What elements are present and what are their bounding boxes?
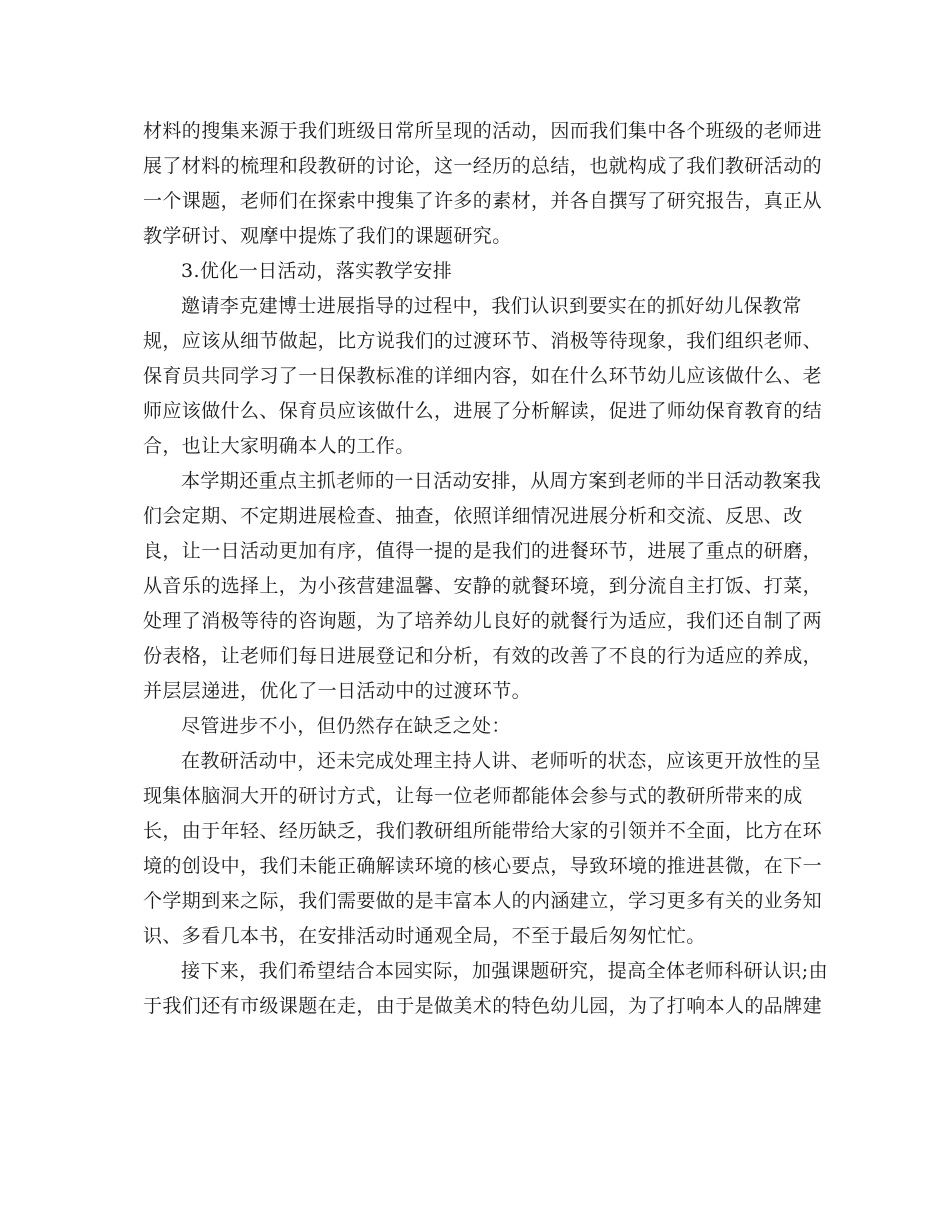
text-line: 3.优化一日活动，落实教学安排: [181, 260, 453, 282]
text-line: 从音乐的选择上，为小孩营建温馨、安静的就餐环境，到分流自主打饭、打菜，: [143, 575, 823, 597]
text-line: 处理了消极等待的咨询题，为了培养幼儿良好的就餐行为适应，我们还自制了两: [143, 610, 823, 632]
text-line: 教学研讨、观摩中提炼了我们的课题研究。: [143, 225, 512, 247]
text-line: 长，由于年轻、经历缺乏，我们教研组所能带给大家的引领并不全面，比方在环: [143, 820, 823, 842]
text-line: 规，应该从细节做起，比方说我们的过渡环节、消极等待现象，我们组织老师、: [143, 330, 823, 352]
text-line: 们会定期、不定期进展检查、抽查，依照详细情况进展分析和交流、反思、改: [143, 505, 803, 527]
text-line: 个学期到来之际，我们需要做的是丰富本人的内涵建立，学习更多有关的业务知: [143, 890, 823, 912]
text-line: 本学期还重点主抓老师的一日活动安排，从周方案到老师的半日活动教案我: [181, 470, 822, 492]
text-line: 在教研活动中，还未完成处理主持人讲、老师听的状态，应该更开放性的呈: [181, 750, 822, 772]
text-line: 尽管进步不小，但仍然存在缺乏之处：: [181, 715, 511, 737]
text-line: 境的创设中，我们未能正确解读环境的核心要点，导致环境的推进甚微，在下一: [143, 855, 823, 877]
text-line: 师应该做什么、保育员应该做什么，进展了分析解读，促进了师幼保育教育的结: [143, 400, 823, 422]
text-line: 于我们还有市级课题在走，由于是做美术的特色幼儿园，为了打响本人的品牌建: [143, 995, 823, 1017]
text-line: 份表格，让老师们每日进展登记和分析，有效的改善了不良的行为适应的养成，: [143, 645, 823, 667]
document-body: [143, 114, 829, 1024]
text-line: 邀请李克建博士进展指导的过程中，我们认识到要实在的抓好幼儿保教常: [181, 295, 802, 317]
text-line: 识、多看几本书，在安排活动时通观全局，不至于最后匆匆忙忙。: [143, 925, 706, 947]
text-line: 接下来，我们希望结合本园实际，加强课题研究，提高全体老师科研认识;由: [181, 960, 829, 982]
text-line: 材料的搜集来源于我们班级日常所呈现的活动，因而我们集中各个班级的老师进: [143, 120, 823, 142]
text-line: 一个课题，老师们在探索中搜集了许多的素材，并各自撰写了研究报告，真正从: [143, 190, 823, 212]
text-line: 保育员共同学习了一日保教标准的详细内容，如在什么环节幼儿应该做什么、老: [143, 365, 823, 387]
text-line: 合，也让大家明确本人的工作。: [143, 435, 415, 457]
text-line: 现集体脑洞大开的研讨方式，让每一位老师都能体会参与式的教研所带来的成: [143, 785, 803, 807]
text-line: 并层层递进，优化了一日活动中的过渡环节。: [143, 680, 532, 702]
text-line: 展了材料的梳理和段教研的讨论，这一经历的总结，也就构成了我们教研活动的: [143, 155, 823, 177]
text-line: 良，让一日活动更加有序，值得一提的是我们的进餐环节，进展了重点的研磨，: [143, 540, 823, 562]
